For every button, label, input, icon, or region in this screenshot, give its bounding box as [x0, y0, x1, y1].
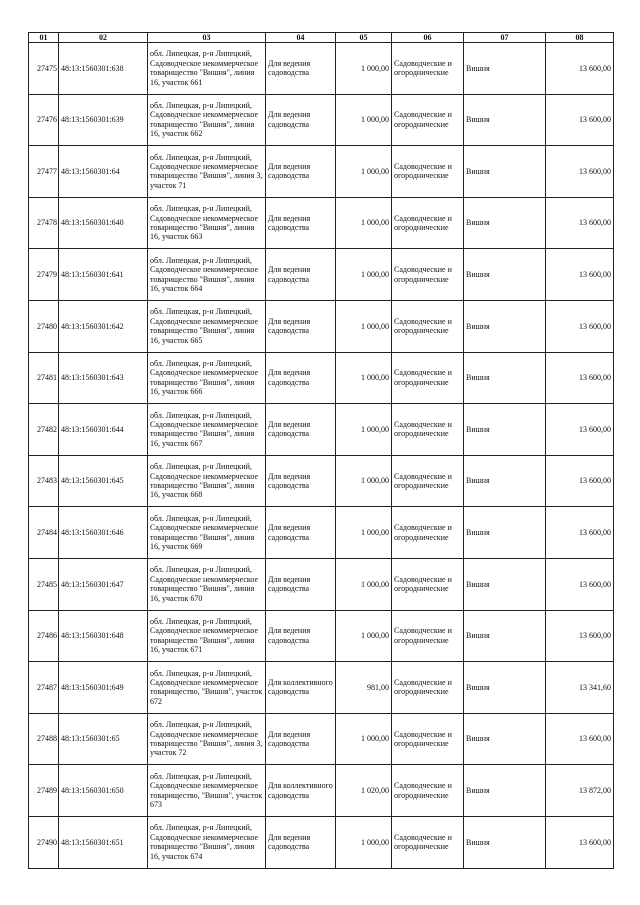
category-cell: Садоводческие и огороднические — [392, 507, 464, 559]
category-cell: Садоводческие и огороднические — [392, 610, 464, 662]
permitted-use-cell: Для коллективного садоводства — [266, 765, 336, 817]
table-row — [29, 558, 614, 610]
area-cell: 1 000,00 — [336, 404, 392, 456]
col-header-01: 01 — [29, 33, 59, 43]
category-cell: Садоводческие и огороднические — [392, 662, 464, 714]
permitted-use-cell: Для ведения садоводства — [266, 455, 336, 507]
table-row — [29, 146, 614, 198]
area-cell: 1 000,00 — [336, 197, 392, 249]
cadastral-value-cell: 13 341,60 — [546, 662, 614, 714]
table-body — [29, 43, 614, 869]
address-cell — [148, 249, 266, 301]
category-cell: Садоводческие и огороднические — [392, 455, 464, 507]
address-text: обл. Липецкая, р-н Липецкий, Садоводческое некоммерческое товарищество "Вишня", линия 16, участок 667 — [150, 410, 259, 448]
registry-sheet — [28, 32, 613, 869]
area-cell: 1 000,00 — [336, 249, 392, 301]
cadastral-number-cell: 48:13:1560301:647 — [59, 558, 148, 610]
permitted-use-cell: Для ведения садоводства — [266, 558, 336, 610]
permitted-use-cell: Для ведения садоводства — [266, 507, 336, 559]
row-number-cell: 27477 — [29, 146, 59, 198]
permitted-use-cell: Для ведения садоводства — [266, 146, 336, 198]
table-row — [29, 610, 614, 662]
area-cell: 1 000,00 — [336, 146, 392, 198]
cadastral-value-cell: 13 872,00 — [546, 765, 614, 817]
cadastral-number-cell: 48:13:1560301:649 — [59, 662, 148, 714]
table-row — [29, 765, 614, 817]
cadastral-number-cell: 48:13:1560301:643 — [59, 352, 148, 404]
permitted-use-cell: Для ведения садоводства — [266, 300, 336, 352]
area-cell: 1 000,00 — [336, 455, 392, 507]
address-text: обл. Липецкая, р-н Липецкий, Садоводческое некоммерческое товарищество, "Вишня", участок 672 — [150, 668, 263, 706]
category-cell: Садоводческие и огороднические — [392, 300, 464, 352]
table-row — [29, 662, 614, 714]
address-cell — [148, 765, 266, 817]
cadastral-number-cell: 48:13:1560301:642 — [59, 300, 148, 352]
col-header-06: 06 — [392, 33, 464, 43]
name-cell: Вишня — [464, 300, 546, 352]
category-cell: Садоводческие и огороднические — [392, 713, 464, 765]
cadastral-number-cell: 48:13:1560301:648 — [59, 610, 148, 662]
permitted-use-cell: Для ведения садоводства — [266, 404, 336, 456]
row-number-cell: 27484 — [29, 507, 59, 559]
permitted-use-cell: Для коллективного садоводства — [266, 662, 336, 714]
area-cell: 981,00 — [336, 662, 392, 714]
header-row — [29, 33, 614, 43]
name-cell: Вишня — [464, 610, 546, 662]
cadastral-value-cell: 13 600,00 — [546, 352, 614, 404]
category-cell: Садоводческие и огороднические — [392, 816, 464, 868]
name-cell: Вишня — [464, 404, 546, 456]
name-cell: Вишня — [464, 765, 546, 817]
permitted-use-cell: Для ведения садоводства — [266, 713, 336, 765]
permitted-use-cell: Для ведения садоводства — [266, 197, 336, 249]
area-cell: 1 020,00 — [336, 765, 392, 817]
area-cell: 1 000,00 — [336, 507, 392, 559]
cadastral-value-cell: 13 600,00 — [546, 94, 614, 146]
category-cell: Садоводческие и огороднические — [392, 249, 464, 301]
cadastral-number-cell: 48:13:1560301:64 — [59, 146, 148, 198]
name-cell: Вишня — [464, 249, 546, 301]
permitted-use-cell: Для ведения садоводства — [266, 352, 336, 404]
cadastral-number-cell: 48:13:1560301:639 — [59, 94, 148, 146]
row-number-cell: 27476 — [29, 94, 59, 146]
cadastral-value-cell: 13 600,00 — [546, 713, 614, 765]
row-number-cell: 27478 — [29, 197, 59, 249]
cadastral-number-cell: 48:13:1560301:638 — [59, 43, 148, 95]
address-text: обл. Липецкая, р-н Липецкий, Садоводческое некоммерческое товарищество "Вишня", линия 3, участок 72 — [150, 720, 263, 758]
name-cell: Вишня — [464, 455, 546, 507]
cadastral-value-cell: 13 600,00 — [546, 558, 614, 610]
area-cell: 1 000,00 — [336, 352, 392, 404]
cadastral-value-cell: 13 600,00 — [546, 455, 614, 507]
cadastral-value-cell: 13 600,00 — [546, 507, 614, 559]
name-cell: Вишня — [464, 816, 546, 868]
cadastral-number-cell: 48:13:1560301:650 — [59, 765, 148, 817]
cadastral-value-cell: 13 600,00 — [546, 146, 614, 198]
permitted-use-cell: Для ведения садоводства — [266, 43, 336, 95]
table-row — [29, 404, 614, 456]
name-cell: Вишня — [464, 146, 546, 198]
name-cell: Вишня — [464, 713, 546, 765]
area-cell: 1 000,00 — [336, 300, 392, 352]
cadastral-value-cell: 13 600,00 — [546, 816, 614, 868]
permitted-use-cell: Для ведения садоводства — [266, 610, 336, 662]
name-cell: Вишня — [464, 197, 546, 249]
address-cell — [148, 816, 266, 868]
cadastral-value-cell: 13 600,00 — [546, 610, 614, 662]
col-header-02: 02 — [59, 33, 148, 43]
address-text: обл. Липецкая, р-н Липецкий, Садоводческое некоммерческое товарищество "Вишня", линия 16, участок 663 — [150, 204, 259, 242]
col-header-07: 07 — [464, 33, 546, 43]
address-cell — [148, 662, 266, 714]
permitted-use-cell: Для ведения садоводства — [266, 94, 336, 146]
col-header-03: 03 — [148, 33, 266, 43]
address-cell — [148, 94, 266, 146]
address-text: обл. Липецкая, р-н Липецкий, Садоводческое некоммерческое товарищество "Вишня", линия 16, участок 668 — [150, 462, 259, 500]
address-cell — [148, 610, 266, 662]
address-cell — [148, 300, 266, 352]
cadastral-number-cell: 48:13:1560301:645 — [59, 455, 148, 507]
row-number-cell: 27489 — [29, 765, 59, 817]
name-cell: Вишня — [464, 558, 546, 610]
cadastral-value-cell: 13 600,00 — [546, 43, 614, 95]
address-text: обл. Липецкая, р-н Липецкий, Садоводческое некоммерческое товарищество "Вишня", линия 16, участок 669 — [150, 513, 259, 552]
address-cell — [148, 352, 266, 404]
address-cell — [148, 455, 266, 507]
address-text: обл. Липецкая, р-н Липецкий, Садоводческое некоммерческое товарищество "Вишня", линия 16, участок 670 — [150, 565, 259, 603]
cadastral-number-cell: 48:13:1560301:641 — [59, 249, 148, 301]
address-text: обл. Липецкая, р-н Липецкий, Садоводческое некоммерческое товарищество "Вишня", линия 16, участок 666 — [150, 359, 259, 397]
row-number-cell: 27480 — [29, 300, 59, 352]
row-number-cell: 27487 — [29, 662, 59, 714]
area-cell: 1 000,00 — [336, 816, 392, 868]
area-cell: 1 000,00 — [336, 43, 392, 95]
address-cell — [148, 507, 266, 559]
table-row — [29, 713, 614, 765]
address-cell — [148, 43, 266, 95]
cadastral-number-cell: 48:13:1560301:65 — [59, 713, 148, 765]
address-text: обл. Липецкая, р-н Липецкий, Садоводческое некоммерческое товарищество, "Вишня", участок 673 — [150, 771, 263, 810]
area-cell: 1 000,00 — [336, 558, 392, 610]
address-text: обл. Липецкая, р-н Липецкий, Садоводческое некоммерческое товарищество "Вишня", линия 16, участок 662 — [150, 101, 259, 139]
row-number-cell: 27482 — [29, 404, 59, 456]
row-number-cell: 27481 — [29, 352, 59, 404]
name-cell: Вишня — [464, 94, 546, 146]
table-row — [29, 816, 614, 868]
col-header-05: 05 — [336, 33, 392, 43]
category-cell: Садоводческие и огороднические — [392, 404, 464, 456]
category-cell: Садоводческие и огороднические — [392, 558, 464, 610]
address-cell — [148, 713, 266, 765]
table-row — [29, 94, 614, 146]
permitted-use-cell: Для ведения садоводства — [266, 249, 336, 301]
address-text: обл. Липецкая, р-н Липецкий, Садоводческое некоммерческое товарищество "Вишня", линия 3, участок 71 — [150, 152, 263, 190]
address-cell — [148, 146, 266, 198]
row-number-cell: 27486 — [29, 610, 59, 662]
row-number-cell: 27485 — [29, 558, 59, 610]
cadastral-number-cell: 48:13:1560301:646 — [59, 507, 148, 559]
table-row — [29, 455, 614, 507]
table-row — [29, 352, 614, 404]
col-header-04: 04 — [266, 33, 336, 43]
table-row — [29, 300, 614, 352]
row-number-cell: 27490 — [29, 816, 59, 868]
area-cell: 1 000,00 — [336, 713, 392, 765]
cadastral-value-cell: 13 600,00 — [546, 197, 614, 249]
address-text: обл. Липецкая, р-н Липецкий, Садоводческое некоммерческое товарищество "Вишня", линия 16, участок 674 — [150, 823, 259, 861]
cadastral-number-cell: 48:13:1560301:640 — [59, 197, 148, 249]
table-row — [29, 43, 614, 95]
name-cell: Вишня — [464, 352, 546, 404]
area-cell: 1 000,00 — [336, 94, 392, 146]
table-row — [29, 507, 614, 559]
row-number-cell: 27488 — [29, 713, 59, 765]
cadastral-number-cell: 48:13:1560301:644 — [59, 404, 148, 456]
address-text: обл. Липецкая, р-н Липецкий, Садоводческое некоммерческое товарищество "Вишня", линия 16, участок 664 — [150, 255, 259, 294]
permitted-use-cell: Для ведения садоводства — [266, 816, 336, 868]
cadastral-value-cell: 13 600,00 — [546, 300, 614, 352]
col-header-08: 08 — [546, 33, 614, 43]
table-row — [29, 197, 614, 249]
address-text: обл. Липецкая, р-н Липецкий, Садоводческое некоммерческое товарищество "Вишня", линия 16, участок 661 — [150, 49, 259, 87]
address-text: обл. Липецкая, р-н Липецкий, Садоводческое некоммерческое товарищество "Вишня", линия 16, участок 665 — [150, 307, 259, 345]
cadastral-value-cell: 13 600,00 — [546, 404, 614, 456]
category-cell: Садоводческие и огороднические — [392, 94, 464, 146]
land-plots-table — [28, 32, 614, 869]
cadastral-value-cell: 13 600,00 — [546, 249, 614, 301]
row-number-cell: 27479 — [29, 249, 59, 301]
category-cell: Садоводческие и огороднические — [392, 197, 464, 249]
cadastral-number-cell: 48:13:1560301:651 — [59, 816, 148, 868]
row-number-cell: 27483 — [29, 455, 59, 507]
category-cell: Садоводческие и огороднические — [392, 765, 464, 817]
address-cell — [148, 558, 266, 610]
category-cell: Садоводческие и огороднические — [392, 146, 464, 198]
table-row — [29, 249, 614, 301]
name-cell: Вишня — [464, 507, 546, 559]
row-number-cell: 27475 — [29, 43, 59, 95]
name-cell: Вишня — [464, 43, 546, 95]
category-cell: Садоводческие и огороднические — [392, 43, 464, 95]
address-cell — [148, 197, 266, 249]
area-cell: 1 000,00 — [336, 610, 392, 662]
name-cell: Вишня — [464, 662, 546, 714]
address-text: обл. Липецкая, р-н Липецкий, Садоводческое некоммерческое товарищество "Вишня", линия 16, участок 671 — [150, 617, 259, 655]
address-cell — [148, 404, 266, 456]
category-cell: Садоводческие и огороднические — [392, 352, 464, 404]
